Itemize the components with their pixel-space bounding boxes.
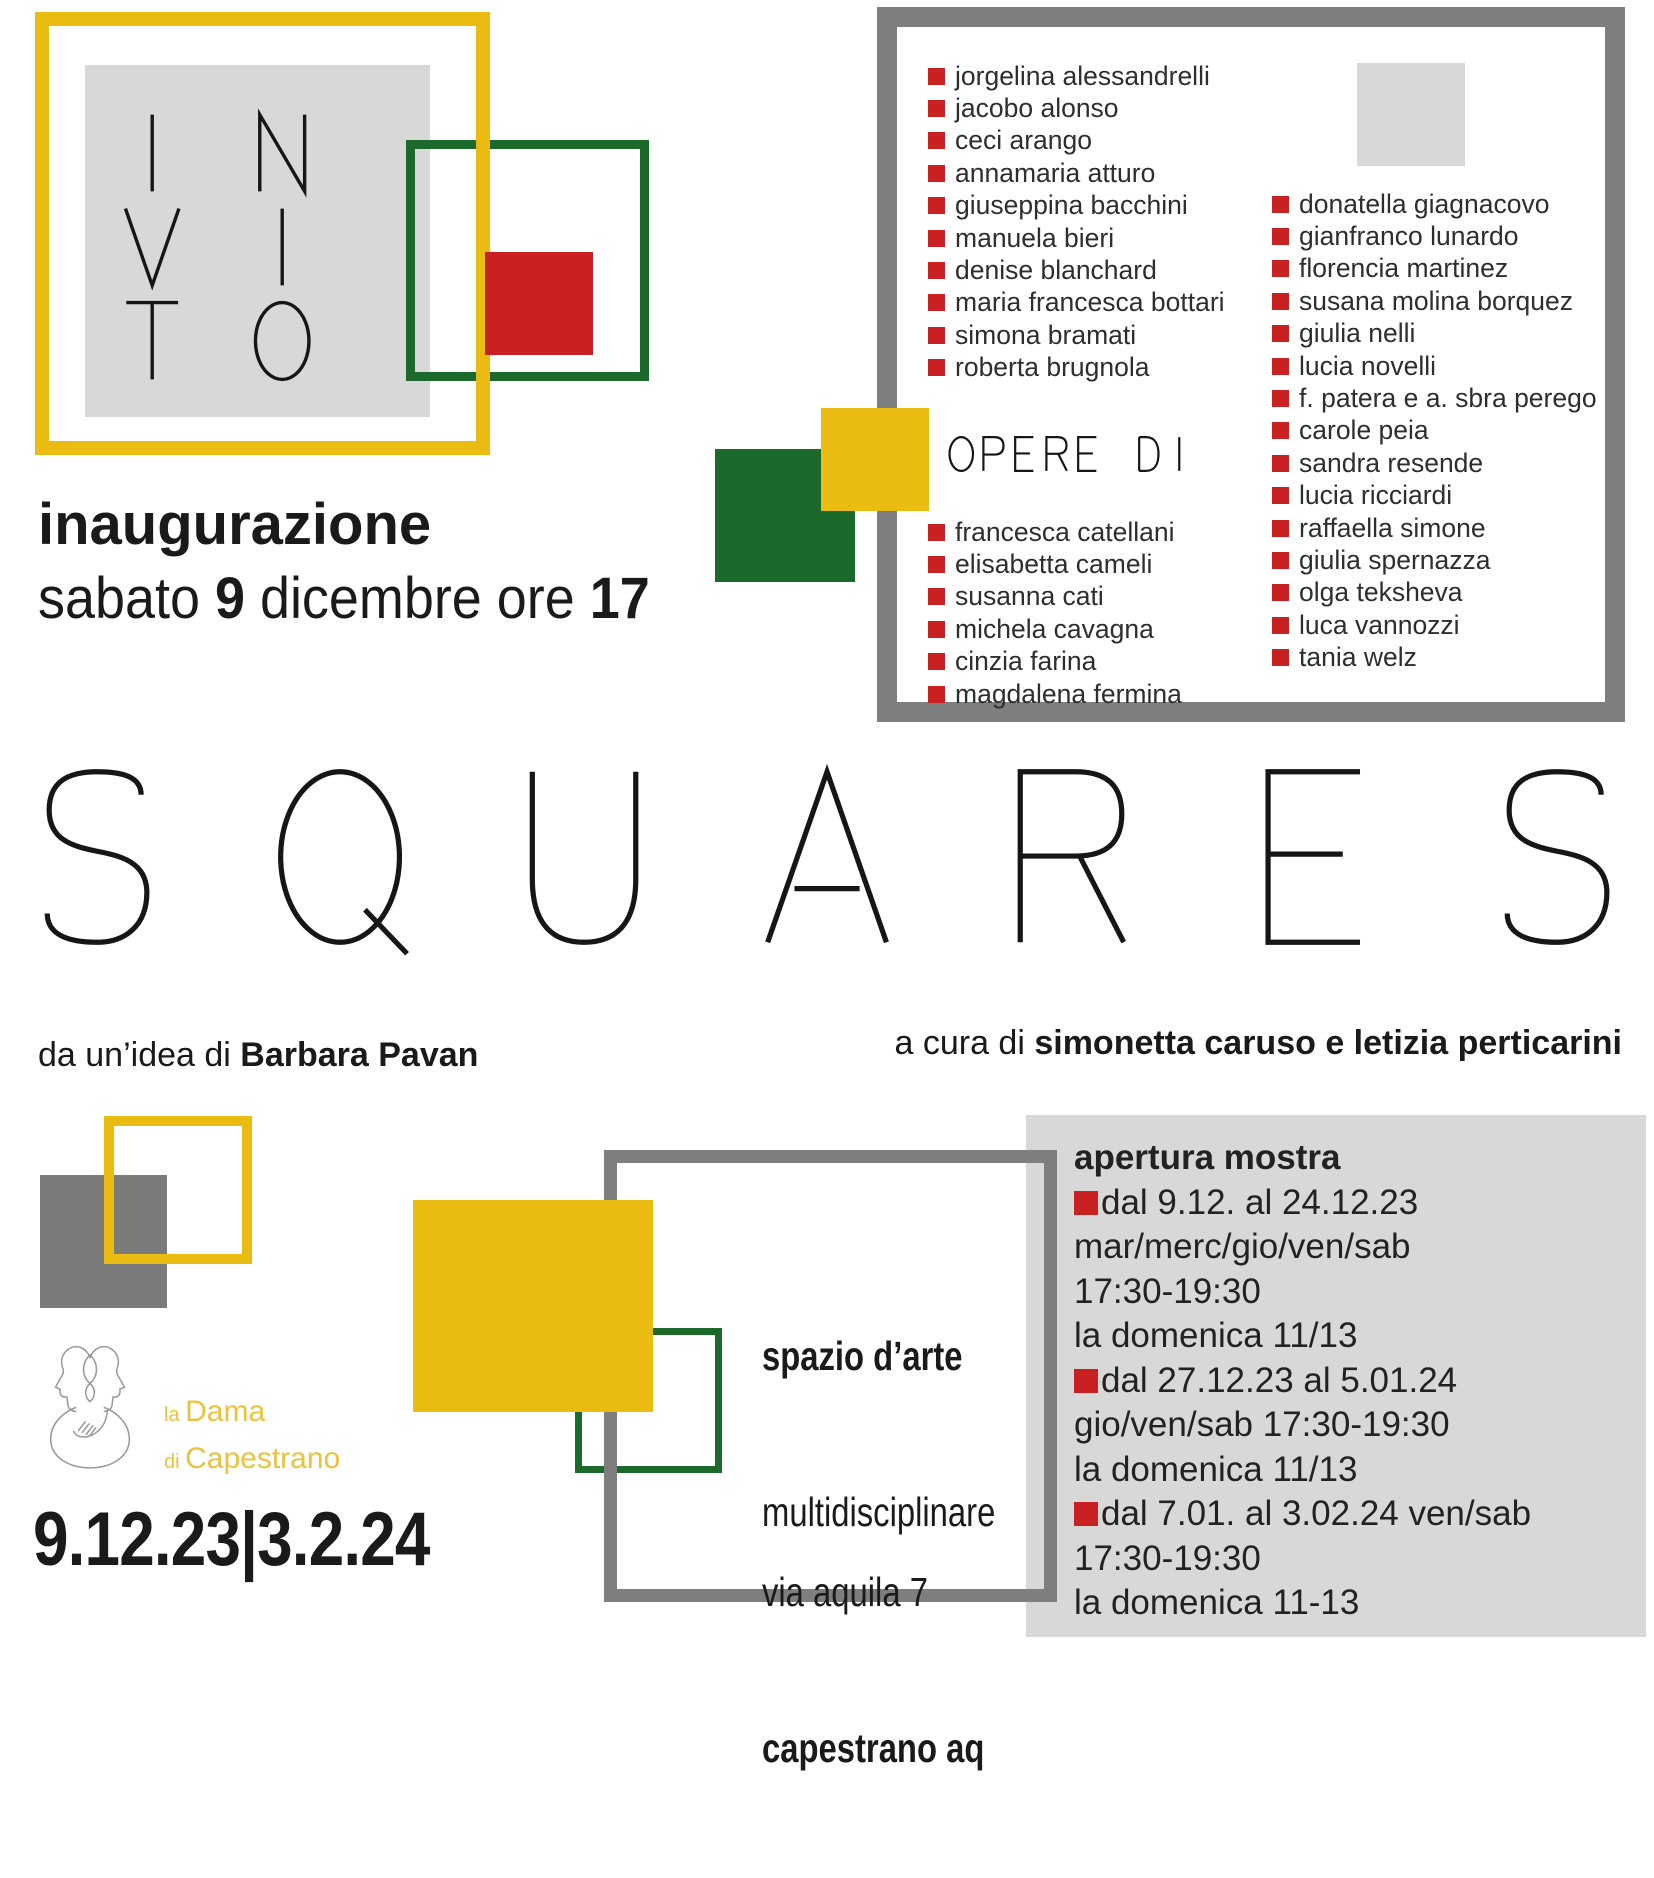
artist-name: f. patera e a. sbra perego [1299,383,1597,414]
display-letter-i [1166,436,1193,472]
invito-red-square [485,252,593,355]
artist-name: simona bramati [955,319,1137,350]
artist-list-column1a [928,60,1225,384]
artist-name-row [928,60,1225,92]
artist-name-row [928,157,1225,189]
artist-name: tania welz [1299,642,1417,673]
invito-yellow-frame [35,12,490,455]
red-square-bullet [1272,293,1289,310]
red-square-bullet [928,653,945,670]
schedule-line: la domenica 11/13 [1074,1316,1358,1355]
opere-di-heading [948,436,1193,472]
artist-name-row [1272,544,1597,576]
red-square-bullet [928,621,945,638]
red-square-bullet [1272,390,1289,407]
red-square-bullet [1272,552,1289,569]
display-letter-e [1247,766,1381,948]
red-square-bullet [1272,358,1289,375]
artist-name: giulia nelli [1299,318,1416,349]
artist-name-row [1272,447,1597,479]
credit-idea [38,1036,478,1075]
schedule-line-row [1074,1492,1634,1537]
artist-name-row [928,319,1225,351]
exhibition-dates: 9.12.23|3.2.24 [33,1497,430,1582]
red-square-bullet [1272,196,1289,213]
artist-name-row [928,516,1182,548]
artist-name: sandra resende [1299,447,1484,478]
credit-curators-prefix: a cura di [894,1024,1035,1062]
artist-name-row [928,678,1182,710]
artist-name: susanna cati [955,581,1104,612]
artist-name-row [1272,220,1597,252]
schedule-line-row [1074,1448,1634,1493]
artist-name-row [1272,512,1597,544]
venue-type-2: multidisciplinare [762,1489,996,1535]
venue-city: capestrano aq [762,1725,985,1771]
schedule-line: dal 27.12.23 al 5.01.24 [1101,1360,1458,1400]
schedule-line-row [1074,1537,1634,1582]
dama-text-capestrano: Capestrano [185,1442,341,1475]
red-square-bullet [928,100,945,117]
artist-name-row [928,125,1225,157]
schedule-line: gio/ven/sab 17:30-19:30 [1074,1405,1450,1444]
artist-name: francesca catellani [955,516,1175,547]
display-letter-e [1011,436,1038,472]
artist-name: denise blanchard [955,255,1157,286]
artist-name: susana molina borquez [1299,285,1574,316]
red-square-bullet [928,327,945,344]
red-square-bullet [928,132,945,149]
opening-date-line [38,562,650,636]
artist-name-row [1272,350,1597,382]
artist-name: raffaella simone [1299,512,1486,543]
display-letter-r [1043,436,1070,472]
red-square-bullet [1074,1191,1098,1215]
schedule-line: 17:30-19:30 [1074,1271,1261,1311]
artist-name: giuseppina bacchini [955,190,1188,221]
schedule-lines [1074,1181,1634,1626]
letter-space [1106,436,1130,472]
artist-list-column1b [928,516,1182,710]
red-square-bullet [1272,422,1289,439]
red-square-bullet [1074,1502,1098,1526]
artist-name: manuela bieri [955,222,1115,253]
red-square-bullet [928,524,945,541]
opening-date-prefix: sabato [38,566,215,631]
schedule-line-row [1074,1314,1634,1359]
red-square-bullet [1272,455,1289,472]
schedule-line-row [1074,1403,1634,1448]
artist-name: donatella giagnacovo [1299,188,1550,219]
artist-name-row [1272,577,1597,609]
artist-name: lucia novelli [1299,350,1436,381]
artist-name: ceci arango [955,125,1093,156]
schedule-line: dal 9.12. al 24.12.23 [1101,1182,1419,1222]
credit-curators [894,1024,1622,1063]
display-letter-p [980,436,1007,472]
artist-name: jorgelina alessandrelli [955,60,1210,91]
red-square-bullet [1272,617,1289,634]
artist-name: gianfranco lunardo [1299,221,1519,252]
red-square-bullet [928,588,945,605]
red-square-bullet [928,197,945,214]
artist-name: florencia martinez [1299,253,1509,284]
artist-name-row [928,287,1225,319]
red-square-bullet [928,165,945,182]
red-square-bullet [928,294,945,311]
credit-idea-name: Barbara Pavan [240,1036,479,1074]
artist-name: luca vannozzi [1299,609,1460,640]
artist-name-row [928,581,1182,613]
mid-yellow-square [821,408,929,511]
opening-announcement [38,488,696,636]
red-square-bullet [1074,1369,1098,1393]
credit-idea-prefix: da un’idea di [38,1036,241,1074]
artist-name-row [1272,641,1597,673]
artist-name: giulia spernazza [1299,544,1491,575]
artist-name-row [1272,609,1597,641]
display-letter-r [1003,766,1137,948]
schedule-line: 17:30-19:30 [1074,1538,1261,1578]
dama-logo-text [164,1390,340,1484]
red-square-bullet [1272,260,1289,277]
artist-name-row [928,222,1225,254]
venue-address [762,1462,984,1878]
display-letter-o [948,436,975,472]
schedule-line-row [1074,1581,1634,1626]
red-square-bullet [1272,584,1289,601]
venue-yellow-square [413,1200,653,1412]
artist-name-row [928,190,1225,222]
red-square-bullet [1272,228,1289,245]
artist-name-row [1272,188,1597,220]
dama-text-la: la [164,1404,186,1426]
red-square-bullet [928,359,945,376]
artist-name-row [928,352,1225,384]
artist-name: olga teksheva [1299,577,1463,608]
red-square-bullet [928,556,945,573]
artist-name-row [1272,253,1597,285]
artist-name: carole peia [1299,415,1429,446]
display-letter-s [30,766,164,948]
artist-name-row [928,92,1225,124]
red-square-bullet [928,230,945,247]
dama-di-capestrano-logo [42,1342,138,1472]
red-square-bullet [1272,487,1289,504]
opening-date-day: 9 [214,566,245,631]
display-letter-u [517,766,651,948]
artist-name-row [928,254,1225,286]
artist-name-row [1272,415,1597,447]
schedule-title: apertura mostra [1074,1138,1341,1177]
schedule-line: la domenica 11-13 [1074,1583,1360,1622]
red-square-bullet [928,262,945,279]
credit-curators-names: simonetta caruso e letizia perticarini [1034,1024,1622,1062]
display-letter-q [273,766,407,948]
artist-name-row [1272,285,1597,317]
red-square-bullet [1272,649,1289,666]
artist-name: jacobo alonso [955,93,1119,124]
dama-text-di: di [164,1451,186,1473]
display-letter-e [1074,436,1101,472]
artist-name: elisabetta cameli [955,549,1153,580]
artist-list-column2 [1272,188,1597,674]
opening-title: inaugurazione [38,492,432,557]
schedule-line-row [1074,1225,1634,1270]
venue-street: via aquila 7 [762,1569,928,1615]
bottom-left-yellow-frame [104,1116,252,1264]
exhibition-title [30,766,1624,948]
artist-name-row [1272,480,1597,512]
artist-name-row [928,646,1182,678]
schedule-line: dal 7.01. al 3.02.24 ven/sab [1101,1494,1532,1533]
artists-box-gray-square [1357,63,1465,166]
red-square-bullet [928,686,945,703]
venue-type: spazio d’arte [762,1333,963,1379]
schedule-line-row [1074,1270,1634,1315]
artist-name-row [1272,382,1597,414]
artist-name: cinzia farina [955,646,1097,677]
schedule [1074,1136,1634,1626]
artist-name-row [928,613,1182,645]
artist-name: lucia ricciardi [1299,480,1453,511]
display-letter-a [760,766,894,948]
red-square-bullet [928,68,945,85]
red-square-bullet [1272,325,1289,342]
schedule-line-row [1074,1359,1634,1404]
artist-name: michela cavagna [955,613,1154,644]
artist-name: magdalena fermina [955,678,1182,709]
schedule-line: la domenica 11/13 [1074,1449,1358,1489]
dama-text-dama: Dama [185,1395,266,1428]
opening-date-mid: dicembre ore [244,566,590,631]
schedule-line-row [1074,1181,1634,1226]
artist-name-row [1272,318,1597,350]
artist-name: annamaria atturo [955,157,1156,188]
red-square-bullet [1272,520,1289,537]
display-letter-s [1490,766,1624,948]
artist-name-row [928,548,1182,580]
schedule-line: mar/merc/gio/ven/sab [1074,1227,1411,1266]
artist-name: roberta brugnola [955,352,1150,383]
display-letter-d [1135,436,1162,472]
artist-name: maria francesca bottari [955,287,1225,318]
opening-date-hour: 17 [589,566,650,631]
